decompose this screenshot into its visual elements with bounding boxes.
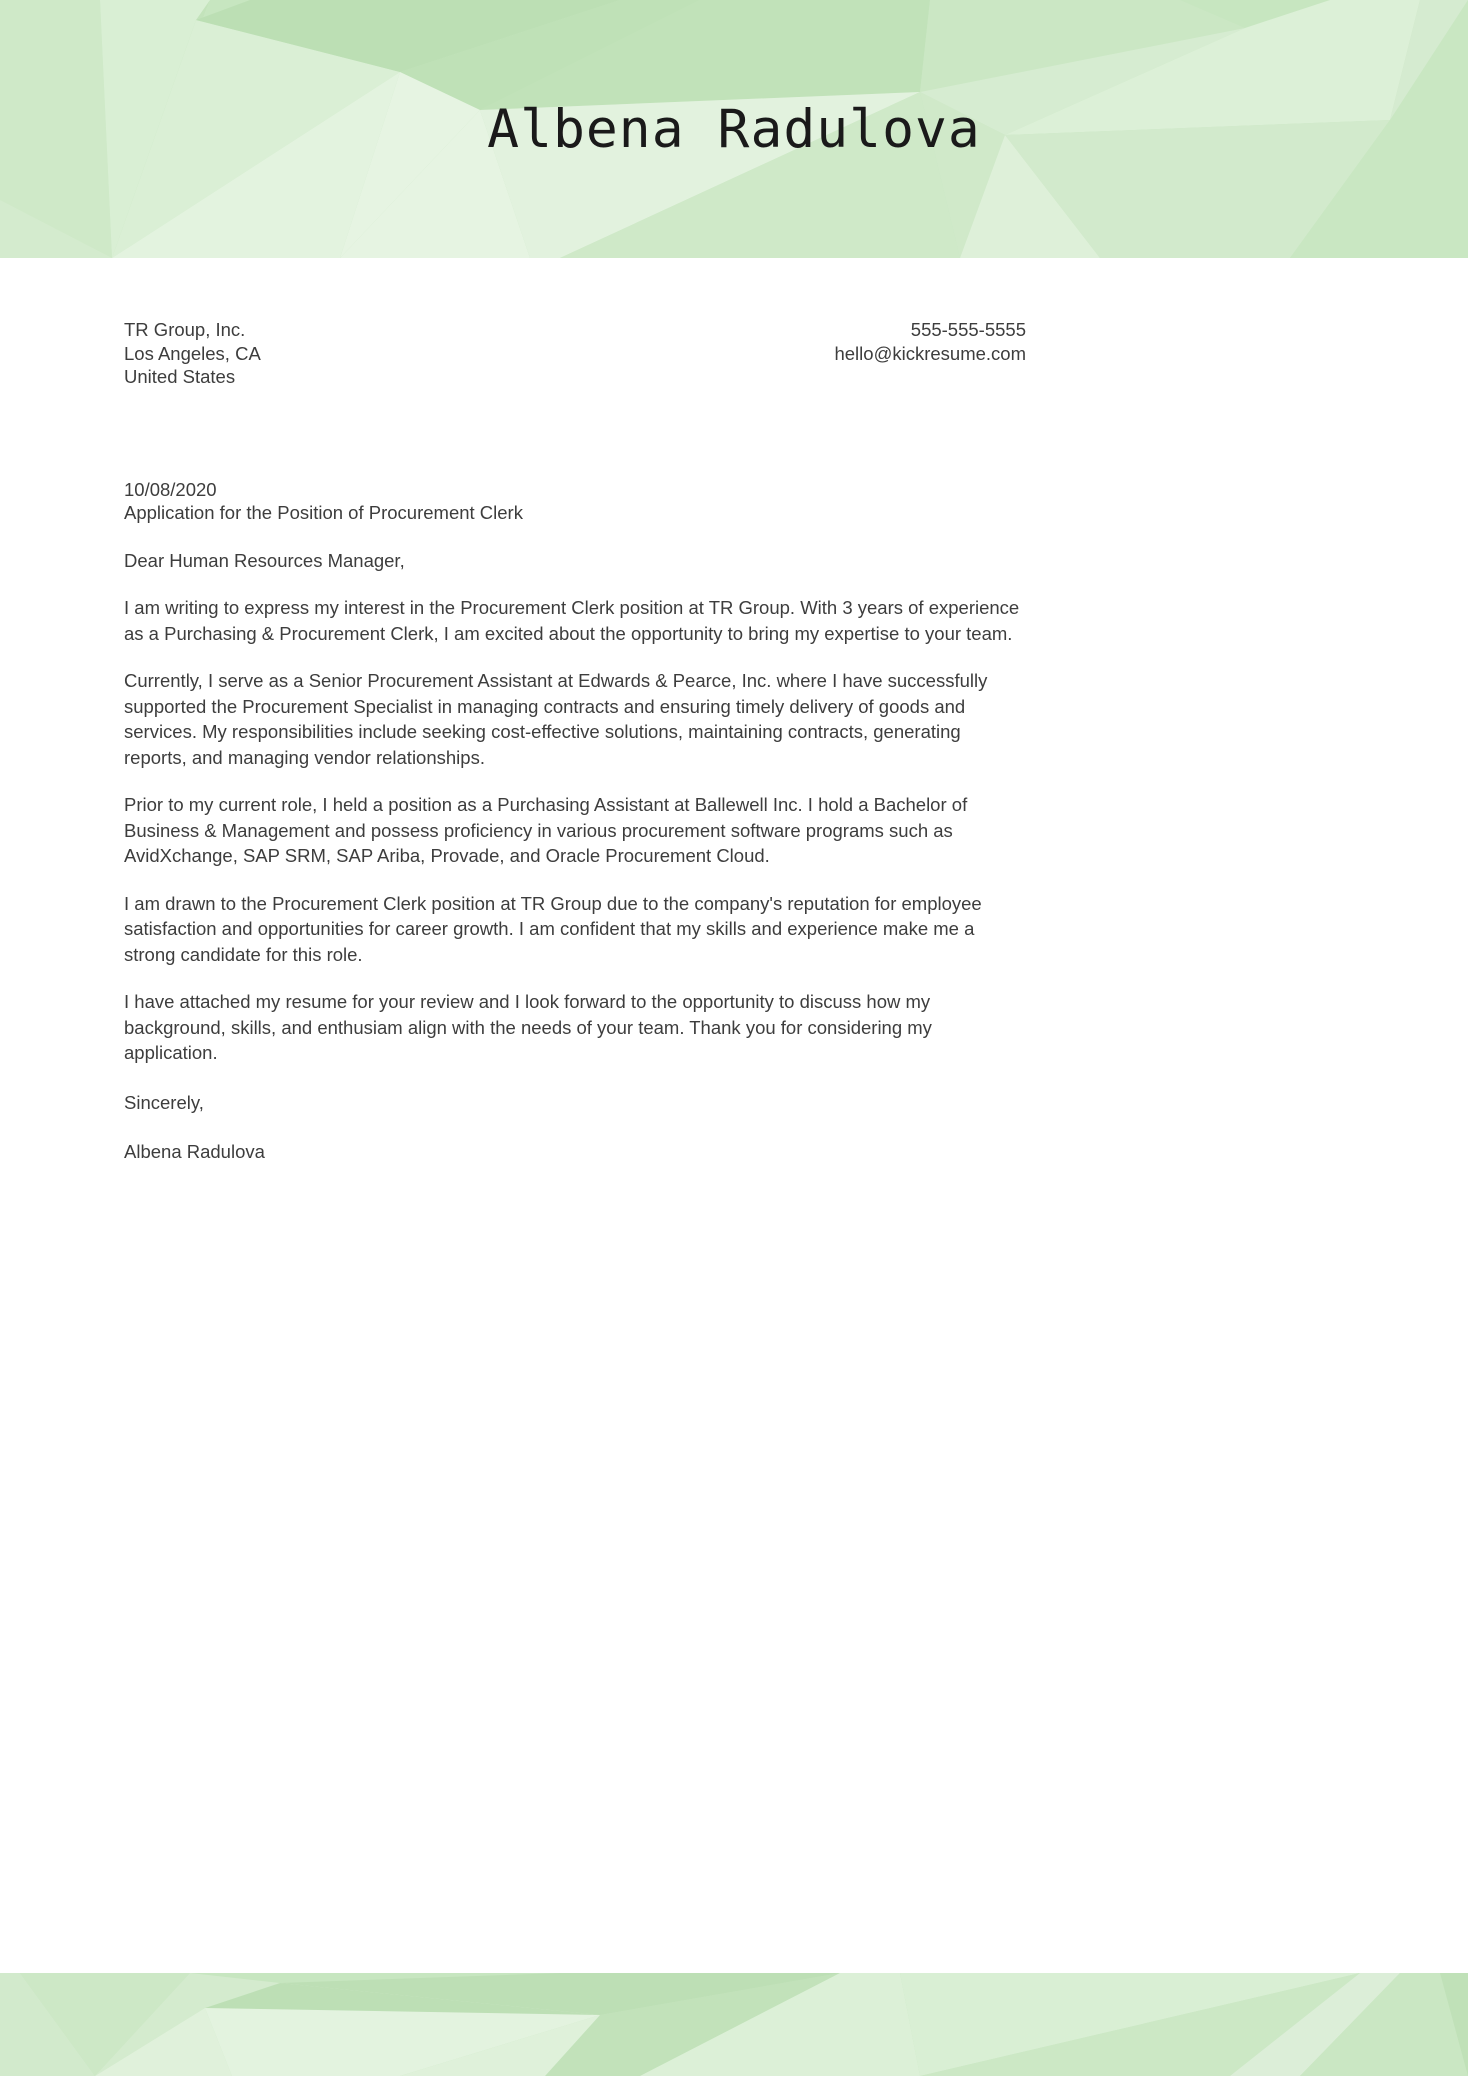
candidate-name: Albena Radulova xyxy=(487,98,981,160)
body-paragraph-2: Currently, I serve as a Senior Procurement Assistant at Edwards & Pearce, Inc. where I have successfully supported the Procurement Specialist in managing contracts and ensuring timely delivery of goods and services. My responsibilities include seeking cost-effective solutions, maintaining contracts, generating reports, and managing vendor relationships. xyxy=(124,670,988,768)
letter-subject: Application for the Position of Procurement Clerk xyxy=(124,502,523,523)
body-paragraph-5: I have attached my resume for your review and I look forward to the opportunity to discuss how my background, skills, and enthusiam align with the needs of your team. Thank you for considering my application. xyxy=(124,991,932,1063)
sender-contact xyxy=(834,318,1026,365)
salutation: Dear Human Resources Manager, xyxy=(124,549,405,571)
recipient-line-country: United States xyxy=(124,366,236,387)
body-paragraph-3: Prior to my current role, I held a position as a Purchasing Assistant at Ballewell Inc. I hold a Bachelor of Business & Management and possess proficiency in various procurement software programs such as AvidXchange, SAP SRM, SAP Ariba, Provade, and Oracle Procurement Cloud. xyxy=(124,794,968,866)
recipient-line-company: TR Group, Inc. xyxy=(124,319,246,340)
sign-off: Sincerely, xyxy=(124,1091,204,1113)
letter-meta xyxy=(124,478,1026,525)
sender-email[interactable]: hello@kickresume.com xyxy=(834,342,1026,364)
letter-body xyxy=(124,318,1026,1165)
body-paragraph-4: I am drawn to the Procurement Clerk position at TR Group due to the company's reputation for employee satisfaction and opportunities for career growth. I am confident that my skills and experience make me a strong candidate for this role. xyxy=(124,892,982,965)
address-row xyxy=(124,318,1026,389)
footer-polygon-pattern xyxy=(0,1973,1468,2076)
sender-phone[interactable]: 555-555-5555 xyxy=(910,319,1026,340)
header-polygon-pattern xyxy=(0,0,1468,258)
signature-name: Albena Radulova xyxy=(124,1141,265,1162)
header-decorative-band xyxy=(0,0,1468,258)
recipient-line-city: Los Angeles, CA xyxy=(124,342,261,364)
recipient-address xyxy=(124,318,261,389)
footer-decorative-band xyxy=(0,1973,1468,2076)
body-paragraph-1: I am writing to express my interest in the Procurement Clerk position at TR Group. With 3 years of experience as a Purchasing & Procurement Clerk, I am excited about the opportunity to bring my expertise to your team. xyxy=(124,597,1020,644)
letter-date: 10/08/2020 xyxy=(124,478,217,500)
